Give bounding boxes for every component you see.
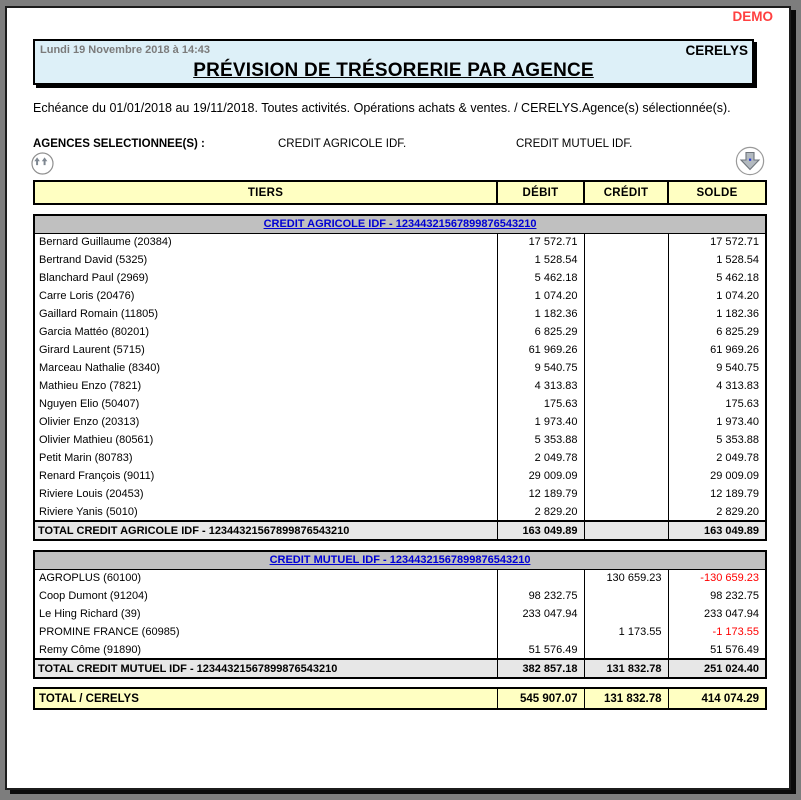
credit-cell [584,251,668,269]
tiers-row [34,251,766,269]
tiers-row [34,605,766,623]
column-header-tiers: TIERS [34,181,497,204]
tiers-cell: Renard François (9011) [34,467,497,485]
tiers-cell: Olivier Enzo (20313) [34,413,497,431]
debit-cell: 51 576.49 [497,641,584,659]
table-sections [33,214,765,679]
solde-cell-grand: 414 074.29 [668,688,766,709]
tiers-cell: Garcia Mattéo (80201) [34,323,497,341]
credit-cell [584,503,668,521]
credit-cell [584,395,668,413]
solde-cell: 12 189.79 [668,485,766,503]
solde-cell: 98 232.75 [668,587,766,605]
solde-cell: 17 572.71 [668,233,766,251]
credit-cell [584,323,668,341]
debit-cell: 2 829.20 [497,503,584,521]
tiers-cell: Mathieu Enzo (7821) [34,377,497,395]
debit-cell: 1 182.36 [497,305,584,323]
tiers-cell: Remy Côme (91890) [34,641,497,659]
debit-cell [497,623,584,641]
debit-cell: 6 825.29 [497,323,584,341]
report-header-band [33,39,754,85]
agency-credit-agricole: CREDIT AGRICOLE IDF. [278,138,407,150]
section-total-label: TOTAL CREDIT MUTUEL IDF - 12344321567899876543210 [34,659,497,678]
debit-cell: 12 189.79 [497,485,584,503]
tiers-row [34,467,766,485]
solde-cell: 1 182.36 [668,305,766,323]
tiers-row [34,233,766,251]
agency-credit-mutuel: CREDIT MUTUEL IDF. [516,138,633,150]
solde-cell: 2 049.78 [668,449,766,467]
tiers-cell: Bernard Guillaume (20384) [34,233,497,251]
solde-cell-total: 163 049.89 [668,521,766,540]
credit-cell [584,431,668,449]
tiers-row [34,377,766,395]
solde-cell: 5 462.18 [668,269,766,287]
tiers-row [34,395,766,413]
section-total-row [34,521,766,540]
column-header-solde: SOLDE [668,181,766,204]
debit-cell: 1 973.40 [497,413,584,431]
report-datetime: Lundi 19 Novembre 2018 à 14:43 [40,44,210,56]
solde-cell: 51 576.49 [668,641,766,659]
credit-cell [584,305,668,323]
grand-total-row [34,688,766,709]
tiers-cell: Coop Dumont (91204) [34,587,497,605]
solde-cell: 2 829.20 [668,503,766,521]
selected-agencies-row [7,138,789,153]
tiers-row [34,323,766,341]
tiers-cell: PROMINE FRANCE (60985) [34,623,497,641]
demo-watermark: DEMO [732,9,773,24]
section-total-label: TOTAL CREDIT AGRICOLE IDF - 12344321567899876543210 [34,521,497,540]
solde-cell-total: 251 024.40 [668,659,766,678]
tiers-cell: Petit Marin (80783) [34,449,497,467]
debit-cell: 5 462.18 [497,269,584,287]
column-header-row [34,181,766,204]
grand-total-label: TOTAL / CERELYS [34,688,497,709]
tiers-cell: AGROPLUS (60100) [34,569,497,587]
credit-cell [584,377,668,395]
credit-cell: 1 173.55 [584,623,668,641]
agency-section [33,214,765,541]
column-header-table [33,180,767,205]
debit-cell: 4 313.83 [497,377,584,395]
tiers-cell: Marceau Nathalie (8340) [34,359,497,377]
debit-cell-total: 382 857.18 [497,659,584,678]
section-title-link[interactable]: CREDIT MUTUEL IDF - 12344321567899876543210 [269,554,531,567]
tiers-row [34,341,766,359]
tiers-row [34,485,766,503]
solde-cell: 1 074.20 [668,287,766,305]
credit-cell [584,587,668,605]
solde-cell: 6 825.29 [668,323,766,341]
report-table-area [33,180,765,710]
section-header-row [34,215,766,233]
solde-cell: 61 969.26 [668,341,766,359]
solde-cell: 5 353.88 [668,431,766,449]
credit-cell [584,485,668,503]
credit-cell [584,269,668,287]
debit-cell: 1 528.54 [497,251,584,269]
debit-cell: 29 009.09 [497,467,584,485]
report-title: PRÉVISION DE TRÉSORERIE PAR AGENCE [193,60,594,81]
section-title-link[interactable]: CREDIT AGRICOLE IDF - 12344321567899876543210 [263,218,537,231]
credit-cell [584,467,668,485]
credit-cell [584,233,668,251]
tiers-row [34,641,766,659]
solde-cell: 175.63 [668,395,766,413]
section-header-row [34,551,766,569]
tiers-row [34,569,766,587]
credit-cell [584,449,668,467]
solde-cell: 4 313.83 [668,377,766,395]
agency-section [33,550,765,679]
solde-cell: -130 659.23 [668,569,766,587]
tiers-row [34,503,766,521]
company-name: CERELYS [685,43,748,58]
tiers-row [34,449,766,467]
double-up-arrow-icon[interactable] [31,152,54,175]
debit-cell: 9 540.75 [497,359,584,377]
solde-cell: 29 009.09 [668,467,766,485]
tiers-cell: Blanchard Paul (2969) [34,269,497,287]
solde-cell: 9 540.75 [668,359,766,377]
tiers-cell: Nguyen Elio (50407) [34,395,497,413]
credit-cell [584,413,668,431]
debit-cell: 1 074.20 [497,287,584,305]
debit-cell-grand: 545 907.07 [497,688,584,709]
credit-cell [584,359,668,377]
tiers-row [34,623,766,641]
tiers-cell: Girard Laurent (5715) [34,341,497,359]
column-header-debit: DÉBIT [497,181,584,204]
tiers-row [34,305,766,323]
down-arrow-icon[interactable] [735,146,765,176]
tiers-cell: Riviere Louis (20453) [34,485,497,503]
section-total-row [34,659,766,678]
tiers-row [34,413,766,431]
tiers-row [34,287,766,305]
tiers-cell: Gaillard Romain (11805) [34,305,497,323]
tiers-cell: Olivier Mathieu (80561) [34,431,497,449]
debit-cell: 17 572.71 [497,233,584,251]
tiers-row [34,431,766,449]
tiers-cell: Bertrand David (5325) [34,251,497,269]
tiers-cell: Le Hing Richard (39) [34,605,497,623]
debit-cell: 233 047.94 [497,605,584,623]
credit-cell-grand: 131 832.78 [584,688,668,709]
debit-cell: 5 353.88 [497,431,584,449]
solde-cell: -1 173.55 [668,623,766,641]
credit-cell: 130 659.23 [584,569,668,587]
credit-cell-total: 131 832.78 [584,659,668,678]
debit-cell-total: 163 049.89 [497,521,584,540]
solde-cell: 1 973.40 [668,413,766,431]
tiers-row [34,587,766,605]
credit-cell [584,287,668,305]
debit-cell: 98 232.75 [497,587,584,605]
solde-cell: 233 047.94 [668,605,766,623]
tiers-row [34,359,766,377]
tiers-cell: Carre Loris (20476) [34,287,497,305]
credit-cell [584,641,668,659]
agencies-label: AGENCES SELECTIONNEE(S) : [33,138,205,150]
solde-cell: 1 528.54 [668,251,766,269]
grand-total-table [33,687,767,710]
credit-cell [584,341,668,359]
debit-cell [497,569,584,587]
tiers-row [34,269,766,287]
column-header-credit: CRÉDIT [584,181,668,204]
credit-cell [584,605,668,623]
report-page [5,6,791,790]
debit-cell: 175.63 [497,395,584,413]
debit-cell: 2 049.78 [497,449,584,467]
report-criteria-text: Echéance du 01/01/2018 au 19/11/2018. Toutes activités. Opérations achats & ventes. / CERELYS.Agence(s) sélectionnée(s). [33,101,731,115]
credit-cell-total [584,521,668,540]
debit-cell: 61 969.26 [497,341,584,359]
tiers-cell: Riviere Yanis (5010) [34,503,497,521]
